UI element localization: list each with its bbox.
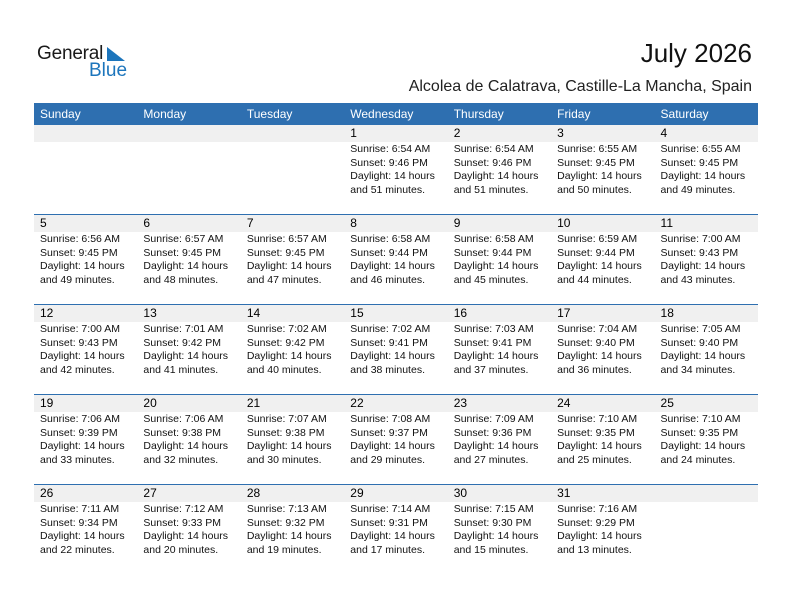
weekday-wednesday: Wednesday: [350, 107, 414, 121]
calendar-week: [34, 125, 758, 214]
day-sunset-text: Sunset: 9:45 PM: [143, 246, 222, 259]
day-sunrise-text: Sunrise: 6:55 AM: [660, 143, 741, 155]
day-sunrise-text: Sunrise: 7:02 AM: [350, 323, 431, 335]
day-sunset-text: Sunset: 9:37 PM: [350, 426, 428, 439]
day-daylight-text: Daylight: 14 hours: [557, 170, 642, 183]
day-number: 14: [246, 306, 261, 320]
day-number: 6: [143, 216, 151, 230]
day-sunset-text: Sunset: 9:34 PM: [40, 516, 118, 529]
day-daylight-text: Daylight: 14 hours: [453, 170, 539, 183]
day-daylight-text: Daylight: 14 hours: [453, 260, 539, 273]
day-minutes-text: and 29 minutes.: [350, 453, 425, 466]
day-sunrise-text: Sunrise: 6:58 AM: [453, 233, 534, 245]
day-sunrise-text: Sunrise: 6:54 AM: [350, 143, 431, 155]
day-sunrise-text: Sunrise: 7:04 AM: [557, 323, 638, 335]
calendar-week: [34, 484, 758, 574]
day-number: [137, 125, 240, 142]
day-minutes-text: and 46 minutes.: [350, 273, 425, 286]
weekday-thursday: Thursday: [453, 107, 504, 121]
day-sunset-text: Sunset: 9:39 PM: [40, 426, 118, 439]
day-sunset-text: Sunset: 9:41 PM: [350, 336, 428, 349]
day-sunrise-text: Sunrise: 6:56 AM: [40, 233, 120, 245]
day-number: 25: [660, 396, 674, 410]
day-sunrise-text: Sunrise: 7:06 AM: [143, 413, 224, 425]
day-number: 26: [40, 486, 54, 500]
day-sunset-text: Sunset: 9:30 PM: [453, 516, 532, 529]
day-sunrise-text: Sunrise: 7:09 AM: [453, 413, 534, 425]
day-daylight-text: Daylight: 14 hours: [350, 440, 435, 453]
day-daylight-text: Daylight: 14 hours: [557, 440, 642, 453]
day-daylight-text: Daylight: 14 hours: [453, 530, 539, 543]
day-daylight-text: Daylight: 14 hours: [246, 350, 332, 363]
day-cell: [448, 142, 551, 197]
day-details-row: [34, 412, 758, 467]
day-number: [655, 485, 758, 502]
day-minutes-text: and 32 minutes.: [143, 453, 219, 466]
day-cell: [34, 412, 137, 467]
day-daylight-text: Daylight: 14 hours: [246, 440, 332, 453]
day-daylight-text: Daylight: 14 hours: [660, 440, 746, 453]
logo-triangle-icon: [107, 47, 125, 61]
day-number: 3: [557, 126, 564, 140]
day-cell: [655, 502, 758, 557]
day-sunrise-text: Sunrise: 7:08 AM: [350, 413, 431, 425]
day-minutes-text: and 27 minutes.: [453, 453, 529, 466]
day-cell: [551, 502, 654, 557]
calendar: [34, 103, 758, 574]
day-sunrise-text: Sunrise: 7:03 AM: [453, 323, 534, 335]
calendar-week: [34, 214, 758, 304]
day-sunset-text: Sunset: 9:38 PM: [143, 426, 222, 439]
day-number: 9: [453, 216, 461, 230]
day-sunrise-text: Sunrise: 6:58 AM: [350, 233, 431, 245]
day-daylight-text: Daylight: 14 hours: [453, 440, 539, 453]
day-cell: [551, 232, 654, 287]
day-cell: [137, 322, 240, 377]
day-number: 12: [40, 306, 54, 320]
day-daylight-text: Daylight: 14 hours: [557, 260, 642, 273]
calendar-week: [34, 394, 758, 484]
day-daylight-text: Daylight: 14 hours: [143, 260, 229, 273]
day-number: [34, 125, 137, 142]
day-daylight-text: Daylight: 14 hours: [660, 350, 746, 363]
weekday-header: [34, 103, 758, 125]
day-number: 22: [350, 396, 364, 410]
logo-text-blue: Blue: [89, 60, 128, 81]
day-sunrise-text: Sunrise: 7:14 AM: [350, 503, 431, 515]
day-cell: [137, 502, 240, 557]
day-sunset-text: Sunset: 9:35 PM: [660, 426, 739, 439]
day-daylight-text: Daylight: 14 hours: [350, 350, 435, 363]
day-number: 1: [350, 126, 357, 140]
day-cell: [344, 322, 447, 377]
day-sunrise-text: Sunrise: 6:59 AM: [557, 233, 638, 245]
day-sunset-text: Sunset: 9:33 PM: [143, 516, 222, 529]
day-cell: [448, 502, 551, 557]
day-number: 2: [453, 126, 461, 140]
day-sunrise-text: Sunrise: 7:11 AM: [40, 503, 120, 515]
day-minutes-text: and 49 minutes.: [660, 183, 736, 196]
day-number: 17: [557, 306, 571, 320]
day-number: 24: [557, 396, 571, 410]
day-daylight-text: Daylight: 14 hours: [350, 170, 435, 183]
day-number: 15: [350, 306, 364, 320]
day-sunrise-text: Sunrise: 7:01 AM: [143, 323, 224, 335]
day-minutes-text: and 33 minutes.: [40, 453, 115, 466]
day-sunset-text: Sunset: 9:31 PM: [350, 516, 428, 529]
day-details-row: [34, 232, 758, 287]
day-number: 21: [246, 396, 261, 410]
day-number: 16: [453, 306, 468, 320]
day-minutes-text: and 45 minutes.: [453, 273, 529, 286]
day-sunrise-text: Sunrise: 7:05 AM: [660, 323, 741, 335]
day-minutes-text: and 34 minutes.: [660, 363, 736, 376]
day-number: 27: [143, 486, 157, 500]
day-sunrise-text: Sunrise: 7:06 AM: [40, 413, 120, 425]
day-sunset-text: Sunset: 9:29 PM: [557, 516, 635, 529]
day-sunrise-text: Sunrise: 6:54 AM: [453, 143, 534, 155]
day-cell: [344, 232, 447, 287]
day-number-row: [34, 215, 758, 232]
day-minutes-text: and 47 minutes.: [246, 273, 322, 286]
day-sunrise-text: Sunrise: 6:57 AM: [246, 233, 327, 245]
day-cell: [655, 232, 758, 287]
day-sunset-text: Sunset: 9:38 PM: [246, 426, 325, 439]
day-number: 19: [40, 396, 54, 410]
day-minutes-text: and 40 minutes.: [246, 363, 322, 376]
day-sunrise-text: Sunrise: 7:07 AM: [246, 413, 327, 425]
day-sunset-text: Sunset: 9:43 PM: [660, 246, 739, 259]
day-daylight-text: Daylight: 14 hours: [40, 530, 125, 543]
day-number-row: [34, 125, 758, 142]
day-minutes-text: and 22 minutes.: [40, 543, 115, 556]
day-number: 5: [40, 216, 47, 230]
day-sunset-text: Sunset: 9:42 PM: [143, 336, 222, 349]
day-number-row: [34, 485, 758, 502]
weekday-monday: Monday: [143, 107, 187, 121]
day-daylight-text: Daylight: 14 hours: [143, 350, 229, 363]
day-sunset-text: Sunset: 9:42 PM: [246, 336, 325, 349]
day-details-row: [34, 502, 758, 557]
day-sunset-text: Sunset: 9:45 PM: [246, 246, 325, 259]
day-cell: [34, 232, 137, 287]
day-sunset-text: Sunset: 9:44 PM: [557, 246, 635, 259]
day-sunrise-text: Sunrise: 7:12 AM: [143, 503, 224, 515]
day-sunset-text: Sunset: 9:36 PM: [453, 426, 532, 439]
day-minutes-text: and 24 minutes.: [660, 453, 736, 466]
day-cell: [137, 232, 240, 287]
day-cell: [241, 322, 344, 377]
day-number: 23: [453, 396, 468, 410]
day-minutes-text: and 17 minutes.: [350, 543, 425, 556]
weekday-tuesday: Tuesday: [246, 107, 293, 121]
day-cell: [551, 412, 654, 467]
day-cell: [551, 142, 654, 197]
day-daylight-text: Daylight: 14 hours: [660, 260, 746, 273]
day-daylight-text: Daylight: 14 hours: [246, 530, 332, 543]
day-sunset-text: Sunset: 9:45 PM: [660, 156, 739, 169]
day-minutes-text: and 44 minutes.: [557, 273, 632, 286]
day-daylight-text: Daylight: 14 hours: [40, 440, 125, 453]
weekday-friday: Friday: [557, 107, 591, 121]
day-minutes-text: and 13 minutes.: [557, 543, 632, 556]
day-minutes-text: and 49 minutes.: [40, 273, 115, 286]
day-sunset-text: Sunset: 9:45 PM: [557, 156, 635, 169]
day-sunset-text: Sunset: 9:46 PM: [350, 156, 428, 169]
day-sunrise-text: Sunrise: 6:55 AM: [557, 143, 638, 155]
day-sunset-text: Sunset: 9:41 PM: [453, 336, 532, 349]
day-minutes-text: and 15 minutes.: [453, 543, 529, 556]
day-minutes-text: and 48 minutes.: [143, 273, 219, 286]
day-daylight-text: Daylight: 14 hours: [143, 440, 229, 453]
page-title: July 2026: [640, 38, 752, 68]
day-sunrise-text: Sunrise: 7:00 AM: [40, 323, 120, 335]
day-sunset-text: Sunset: 9:40 PM: [660, 336, 739, 349]
day-cell: [655, 322, 758, 377]
day-minutes-text: and 51 minutes.: [350, 183, 425, 196]
day-cell: [655, 412, 758, 467]
day-cell: [241, 502, 344, 557]
day-cell: [344, 502, 447, 557]
day-cell: [448, 412, 551, 467]
logo: [37, 43, 137, 83]
day-number: [241, 125, 344, 142]
day-cell: [344, 142, 447, 197]
day-cell: [551, 322, 654, 377]
day-minutes-text: and 51 minutes.: [453, 183, 529, 196]
day-minutes-text: and 42 minutes.: [40, 363, 115, 376]
day-number: 10: [557, 216, 571, 230]
day-sunrise-text: Sunrise: 7:13 AM: [246, 503, 327, 515]
day-minutes-text: and 41 minutes.: [143, 363, 219, 376]
day-number: 4: [660, 126, 668, 140]
day-cell: [344, 412, 447, 467]
day-minutes-text: and 50 minutes.: [557, 183, 632, 196]
day-details-row: [34, 322, 758, 377]
day-daylight-text: Daylight: 14 hours: [143, 530, 229, 543]
day-daylight-text: Daylight: 14 hours: [40, 350, 125, 363]
day-sunrise-text: Sunrise: 7:10 AM: [557, 413, 638, 425]
day-number: 30: [453, 486, 468, 500]
day-cell: [241, 232, 344, 287]
location-subtitle: Alcolea de Calatrava, Castille-La Mancha, Spain: [408, 78, 752, 95]
day-sunrise-text: Sunrise: 7:00 AM: [660, 233, 741, 245]
logo-text-general: General: [37, 43, 104, 64]
day-daylight-text: Daylight: 14 hours: [350, 260, 435, 273]
day-number: 8: [350, 216, 357, 230]
day-cell: [34, 502, 137, 557]
calendar-weeks: [34, 125, 758, 574]
day-number: 7: [246, 216, 254, 230]
day-minutes-text: and 36 minutes.: [557, 363, 632, 376]
day-sunset-text: Sunset: 9:44 PM: [453, 246, 532, 259]
day-sunset-text: Sunset: 9:32 PM: [246, 516, 325, 529]
day-cell: [448, 232, 551, 287]
day-daylight-text: Daylight: 14 hours: [557, 350, 642, 363]
day-minutes-text: and 30 minutes.: [246, 453, 322, 466]
day-daylight-text: Daylight: 14 hours: [660, 170, 746, 183]
day-cell: [241, 142, 344, 197]
day-sunset-text: Sunset: 9:43 PM: [40, 336, 118, 349]
day-minutes-text: and 38 minutes.: [350, 363, 425, 376]
day-cell: [137, 412, 240, 467]
day-minutes-text: and 43 minutes.: [660, 273, 736, 286]
day-daylight-text: Daylight: 14 hours: [453, 350, 539, 363]
day-number: 20: [143, 396, 157, 410]
day-sunrise-text: Sunrise: 7:02 AM: [246, 323, 327, 335]
day-number-row: [34, 395, 758, 412]
day-number-row: [34, 305, 758, 322]
day-cell: [448, 322, 551, 377]
day-sunrise-text: Sunrise: 6:57 AM: [143, 233, 224, 245]
day-daylight-text: Daylight: 14 hours: [350, 530, 435, 543]
day-number: 18: [660, 306, 674, 320]
calendar-week: [34, 304, 758, 394]
day-sunset-text: Sunset: 9:45 PM: [40, 246, 118, 259]
day-sunset-text: Sunset: 9:40 PM: [557, 336, 635, 349]
day-minutes-text: and 37 minutes.: [453, 363, 529, 376]
weekday-sunday: Sunday: [40, 107, 81, 121]
day-sunrise-text: Sunrise: 7:16 AM: [557, 503, 638, 515]
day-number: 28: [246, 486, 261, 500]
weekday-saturday: Saturday: [660, 107, 709, 121]
day-number: 13: [143, 306, 157, 320]
day-minutes-text: and 20 minutes.: [143, 543, 219, 556]
day-sunset-text: Sunset: 9:35 PM: [557, 426, 635, 439]
day-sunrise-text: Sunrise: 7:15 AM: [453, 503, 534, 515]
day-cell: [34, 322, 137, 377]
day-details-row: [34, 142, 758, 197]
day-daylight-text: Daylight: 14 hours: [557, 530, 642, 543]
day-sunset-text: Sunset: 9:46 PM: [453, 156, 532, 169]
day-cell: [137, 142, 240, 197]
day-sunset-text: Sunset: 9:44 PM: [350, 246, 428, 259]
day-minutes-text: and 25 minutes.: [557, 453, 632, 466]
day-cell: [241, 412, 344, 467]
day-number: 29: [350, 486, 364, 500]
day-cell: [655, 142, 758, 197]
day-daylight-text: Daylight: 14 hours: [40, 260, 125, 273]
day-cell: [34, 142, 137, 197]
day-sunrise-text: Sunrise: 7:10 AM: [660, 413, 741, 425]
day-number: 11: [660, 216, 673, 230]
day-number: 31: [557, 486, 571, 500]
day-daylight-text: Daylight: 14 hours: [246, 260, 332, 273]
day-minutes-text: and 19 minutes.: [246, 543, 322, 556]
